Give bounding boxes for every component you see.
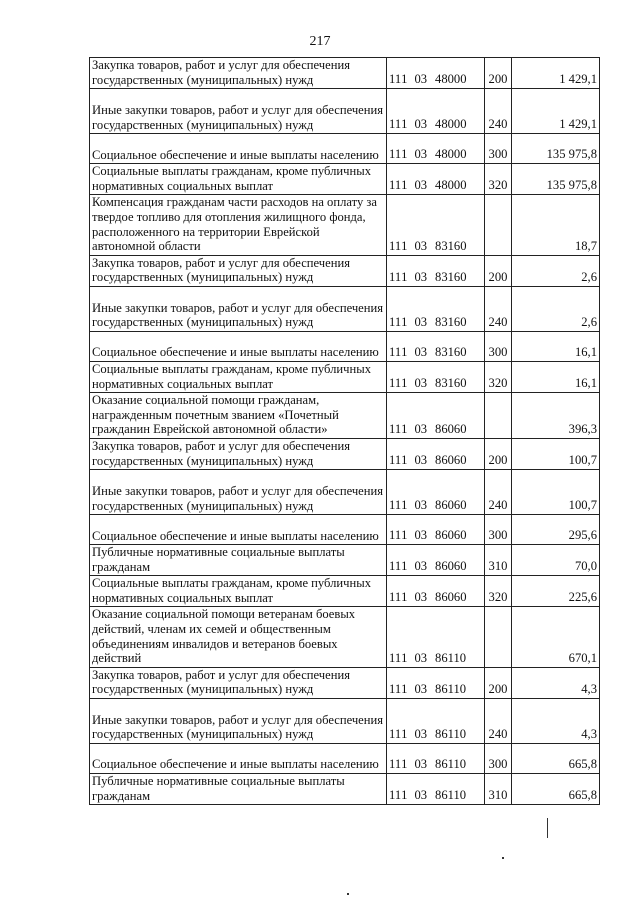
table-row [90,515,600,545]
row-description: Социальные выплаты гражданам, кроме публичных нормативных социальных выплат [90,576,387,607]
row-amount: 135 975,8 [512,134,600,164]
row-expense-type: 310 [485,774,512,805]
code-part: 1 [401,590,408,605]
code-part: 1 [401,528,408,543]
code-part: 86110 [435,727,467,742]
code-part: 1 [401,559,408,574]
code-part: 03 [414,453,428,468]
code-part: 1 [401,498,408,513]
code-part: 1 [401,453,408,468]
row-description: Оказание социальной помощи гражданам, награжденным почетным званием «Почетный гражданин Еврейской автономной области» [90,393,387,439]
code-part: 1 [401,344,408,359]
code-part: 1 [401,757,408,772]
code-part: 1 [401,682,408,697]
code-part: 03 [414,788,428,803]
code-part: 86060 [435,590,467,605]
row-description: Иные закупки товаров, работ и услуг для обеспечения государственных (муниципальных) нужд [90,89,387,134]
row-expense-type: 240 [485,286,512,331]
row-target-code [387,286,485,331]
code-part: 1 [401,117,408,132]
row-expense-type: 240 [485,89,512,134]
row-target-code [387,607,485,667]
row-expense-type: 320 [485,164,512,195]
code-part: 1 [401,72,408,87]
code-part: 1 [401,178,408,193]
row-expense-type: 200 [485,438,512,469]
row-target-code [387,774,485,805]
row-expense-type: 200 [485,255,512,286]
table-row [90,195,600,255]
table-row [90,667,600,698]
row-amount: 665,8 [512,774,600,805]
row-target-code [387,470,485,515]
table-row [90,438,600,469]
code-part: 11 [389,682,402,697]
code-part: 1 [401,788,408,803]
code-part: 1 [401,314,408,329]
row-expense-type: 310 [485,545,512,576]
row-description: Закупка товаров, работ и услуг для обеспечения государственных (муниципальных) нужд [90,58,387,89]
code-part: 11 [389,314,402,329]
row-amount: 135 975,8 [512,164,600,195]
code-part: 83160 [435,314,467,329]
row-amount: 665,8 [512,744,600,774]
table-row [90,774,600,805]
row-expense-type [485,607,512,667]
row-expense-type: 300 [485,331,512,361]
row-description: Закупка товаров, работ и услуг для обеспечения государственных (муниципальных) нужд [90,667,387,698]
row-description: Социальное обеспечение и иные выплаты населению [90,134,387,164]
table-row [90,361,600,392]
code-part: 86110 [435,650,467,665]
code-part: 03 [414,757,428,772]
row-expense-type: 320 [485,576,512,607]
code-part: 03 [414,559,428,574]
row-amount: 1 429,1 [512,89,600,134]
code-part: 86060 [435,559,467,574]
row-expense-type: 200 [485,58,512,89]
row-target-code [387,438,485,469]
code-part: 03 [414,727,428,742]
row-target-code [387,58,485,89]
row-amount: 16,1 [512,331,600,361]
code-part: 48000 [435,117,467,132]
code-part: 11 [389,727,402,742]
code-part: 83160 [435,376,467,391]
row-description: Публичные нормативные социальные выплаты гражданам [90,545,387,576]
row-amount: 295,6 [512,515,600,545]
code-part: 11 [389,788,402,803]
table-row [90,286,600,331]
code-part: 83160 [435,269,467,284]
code-part: 86060 [435,498,467,513]
row-target-code [387,361,485,392]
row-amount: 18,7 [512,195,600,255]
row-expense-type: 300 [485,134,512,164]
row-description: Публичные нормативные социальные выплаты гражданам [90,774,387,805]
row-description: Оказание социальной помощи ветеранам боевых действий, членам их семей и общественным объединениям инвалидов и ветеранов боевых действий [90,607,387,667]
code-part: 03 [414,269,428,284]
table-row [90,699,600,744]
code-part: 86060 [435,528,467,543]
row-expense-type: 240 [485,699,512,744]
row-target-code [387,255,485,286]
scan-mark [547,818,548,838]
row-description: Иные закупки товаров, работ и услуг для обеспечения государственных (муниципальных) нужд [90,470,387,515]
row-description: Иные закупки товаров, работ и услуг для обеспечения государственных (муниципальных) нужд [90,286,387,331]
code-part: 11 [389,498,402,513]
scan-mark [502,857,504,859]
code-part: 86060 [435,421,467,436]
table-row [90,134,600,164]
budget-table-body [90,58,600,805]
code-part: 83160 [435,344,467,359]
row-target-code [387,134,485,164]
row-amount: 70,0 [512,545,600,576]
row-description: Социальные выплаты гражданам, кроме публичных нормативных социальных выплат [90,361,387,392]
code-part: 1 [401,650,408,665]
row-description: Иные закупки товаров, работ и услуг для обеспечения государственных (муниципальных) нужд [90,699,387,744]
code-part: 1 [401,238,408,253]
code-part: 48000 [435,178,467,193]
row-amount: 2,6 [512,255,600,286]
table-row [90,164,600,195]
table-row [90,255,600,286]
code-part: 86110 [435,788,467,803]
row-amount: 16,1 [512,361,600,392]
row-expense-type: 300 [485,515,512,545]
code-part: 03 [414,314,428,329]
code-part: 03 [414,590,428,605]
code-part: 03 [414,421,428,436]
row-target-code [387,515,485,545]
code-part: 03 [414,344,428,359]
row-target-code [387,744,485,774]
row-amount: 670,1 [512,607,600,667]
row-target-code [387,195,485,255]
row-amount: 4,3 [512,667,600,698]
table-row [90,607,600,667]
row-amount: 225,6 [512,576,600,607]
table-row [90,58,600,89]
code-part: 03 [414,117,428,132]
code-part: 1 [401,727,408,742]
table-row [90,393,600,439]
row-amount: 4,3 [512,699,600,744]
row-description: Закупка товаров, работ и услуг для обеспечения государственных (муниципальных) нужд [90,255,387,286]
row-description: Социальные выплаты гражданам, кроме публичных нормативных социальных выплат [90,164,387,195]
code-part: 86110 [435,682,467,697]
code-part: 03 [414,682,428,697]
scan-mark [347,893,349,895]
code-part: 11 [389,344,402,359]
row-target-code [387,576,485,607]
code-part: 11 [389,590,402,605]
code-part: 03 [414,147,428,162]
code-part: 11 [389,178,402,193]
code-part: 11 [389,238,402,253]
code-part: 11 [389,117,402,132]
row-description: Социальное обеспечение и иные выплаты населению [90,744,387,774]
table-row [90,545,600,576]
code-part: 86060 [435,453,467,468]
row-description: Социальное обеспечение и иные выплаты населению [90,515,387,545]
code-part: 03 [414,528,428,543]
row-amount: 2,6 [512,286,600,331]
budget-table [89,57,600,805]
code-part: 86110 [435,757,467,772]
table-row [90,470,600,515]
code-part: 11 [389,376,402,391]
code-part: 11 [389,421,402,436]
code-part: 11 [389,269,402,284]
code-part: 11 [389,528,402,543]
code-part: 03 [414,650,428,665]
code-part: 11 [389,650,402,665]
row-target-code [387,164,485,195]
row-target-code [387,393,485,439]
code-part: 48000 [435,72,467,87]
code-part: 03 [414,238,428,253]
row-amount: 1 429,1 [512,58,600,89]
code-part: 11 [389,559,402,574]
code-part: 11 [389,453,402,468]
code-part: 11 [389,757,402,772]
table-row [90,89,600,134]
code-part: 03 [414,498,428,513]
row-description: Закупка товаров, работ и услуг для обеспечения государственных (муниципальных) нужд [90,438,387,469]
row-expense-type: 240 [485,470,512,515]
row-expense-type [485,195,512,255]
code-part: 03 [414,376,428,391]
row-expense-type: 200 [485,667,512,698]
row-amount: 100,7 [512,438,600,469]
row-expense-type [485,393,512,439]
row-expense-type: 320 [485,361,512,392]
code-part: 48000 [435,147,467,162]
row-target-code [387,667,485,698]
code-part: 83160 [435,238,467,253]
code-part: 11 [389,72,402,87]
row-description: Компенсация гражданам части расходов на оплату за твердое топливо для отопления жилищного фонда, расположенного на территории Еврейской автономной области [90,195,387,255]
code-part: 03 [414,178,428,193]
row-amount: 100,7 [512,470,600,515]
row-expense-type: 300 [485,744,512,774]
row-target-code [387,331,485,361]
row-description: Социальное обеспечение и иные выплаты населению [90,331,387,361]
row-amount: 396,3 [512,393,600,439]
table-row [90,744,600,774]
page-number: 217 [309,34,331,49]
table-row [90,331,600,361]
code-part: 1 [401,421,408,436]
code-part: 1 [401,376,408,391]
code-part: 03 [414,72,428,87]
table-row [90,576,600,607]
row-target-code [387,699,485,744]
code-part: 1 [401,269,408,284]
row-target-code [387,89,485,134]
code-part: 11 [389,147,402,162]
code-part: 1 [401,147,408,162]
row-target-code [387,545,485,576]
